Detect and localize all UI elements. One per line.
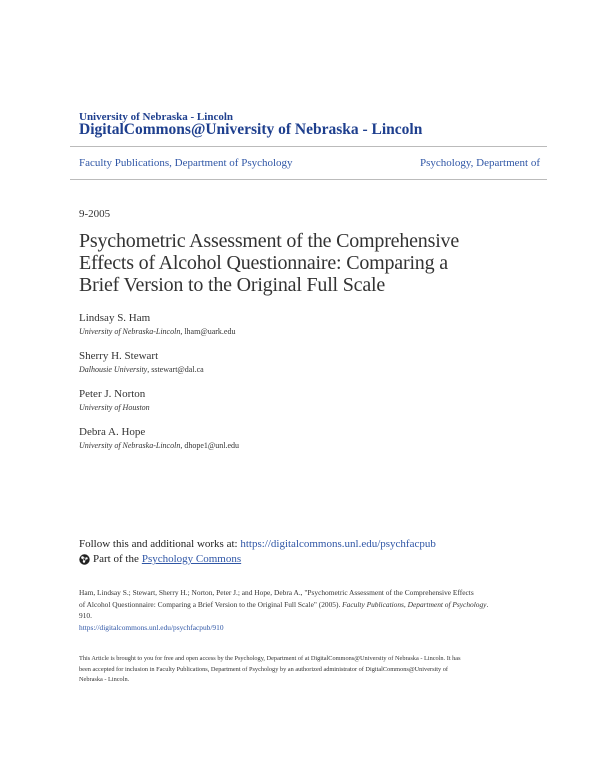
follow-text: Follow this and additional works at: <box>79 538 241 550</box>
citation-block <box>79 587 549 633</box>
affiliation-name: Dalhousie University <box>79 365 148 374</box>
citation-url-link[interactable]: https://digitalcommons.unl.edu/psychfacpub/910 <box>79 622 224 632</box>
citation-line <box>79 599 549 611</box>
publication-date: 9-2005 <box>79 208 111 220</box>
title-line: Effects of Alcohol Questionnaire: Comparing a <box>79 252 448 274</box>
citation-line: 910. <box>79 611 92 620</box>
citation-url-line <box>79 622 549 634</box>
collection-url-link[interactable]: https://digitalcommons.unl.edu/psychfacpub <box>240 538 436 550</box>
title-line: Psychometric Assessment of the Comprehensive <box>79 230 460 252</box>
repository-name[interactable]: DigitalCommons@University of Nebraska - Lincoln <box>79 121 423 138</box>
affiliation-name: University of Nebraska-Lincoln <box>79 327 181 336</box>
citation-text: of Alcohol Questionnaire: Comparing a Brief Version to the Original Full Scale" (2005). <box>79 599 343 609</box>
follow-line <box>79 538 436 550</box>
divider-bottom <box>70 179 547 180</box>
author-affiliation <box>79 403 150 412</box>
author-email: , dhope1@unl.edu <box>180 441 240 450</box>
citation-period: . <box>486 599 489 609</box>
institution-name[interactable]: University of Nebraska - Lincoln <box>79 111 233 123</box>
author-name: Sherry H. Stewart <box>79 350 159 362</box>
author-name: Peter J. Norton <box>79 388 146 400</box>
author-name: Debra A. Hope <box>79 426 146 438</box>
collection-link-left[interactable]: Faculty Publications, Department of Psychology <box>79 157 293 169</box>
notice-line: This Article is brought to you for free and open access by the Psychology, Department of at DigitalCommons@University of Nebraska - Lincoln. It has <box>79 655 461 662</box>
network-icon <box>79 554 90 565</box>
title-line: Brief Version to the Original Full Scale <box>79 274 386 296</box>
access-notice <box>79 654 549 686</box>
citation-line: Ham, Lindsay S.; Stewart, Sherry H.; Norton, Peter J.; and Hope, Debra A., "Psychometric Assessment of the Comprehensive Effects <box>79 588 474 597</box>
author-name: Lindsay S. Ham <box>79 312 151 324</box>
notice-line: Nebraska - Lincoln. <box>79 676 130 683</box>
author-affiliation <box>79 441 239 450</box>
psychology-commons-link[interactable]: Psychology Commons <box>141 553 242 565</box>
affiliation-name: University of Houston <box>79 403 150 412</box>
collection-link-right[interactable]: Psychology, Department of <box>420 157 540 169</box>
paper-title <box>79 230 549 296</box>
citation-journal: Faculty Publications, Department of Psychology <box>342 599 487 609</box>
notice-line: been accepted for inclusion in Faculty Publications, Department of Psychology by an authorized administrator of DigitalCommons@University of <box>79 665 449 673</box>
author-affiliation <box>79 327 235 336</box>
author-affiliation <box>79 365 204 374</box>
author-email: , sstewart@dal.ca <box>147 365 204 374</box>
part-of-text: Part of the <box>93 553 139 565</box>
divider-top <box>70 146 547 147</box>
author-email: , lham@uark.edu <box>180 327 236 336</box>
part-of-line <box>79 553 241 565</box>
affiliation-name: University of Nebraska-Lincoln <box>79 441 181 450</box>
